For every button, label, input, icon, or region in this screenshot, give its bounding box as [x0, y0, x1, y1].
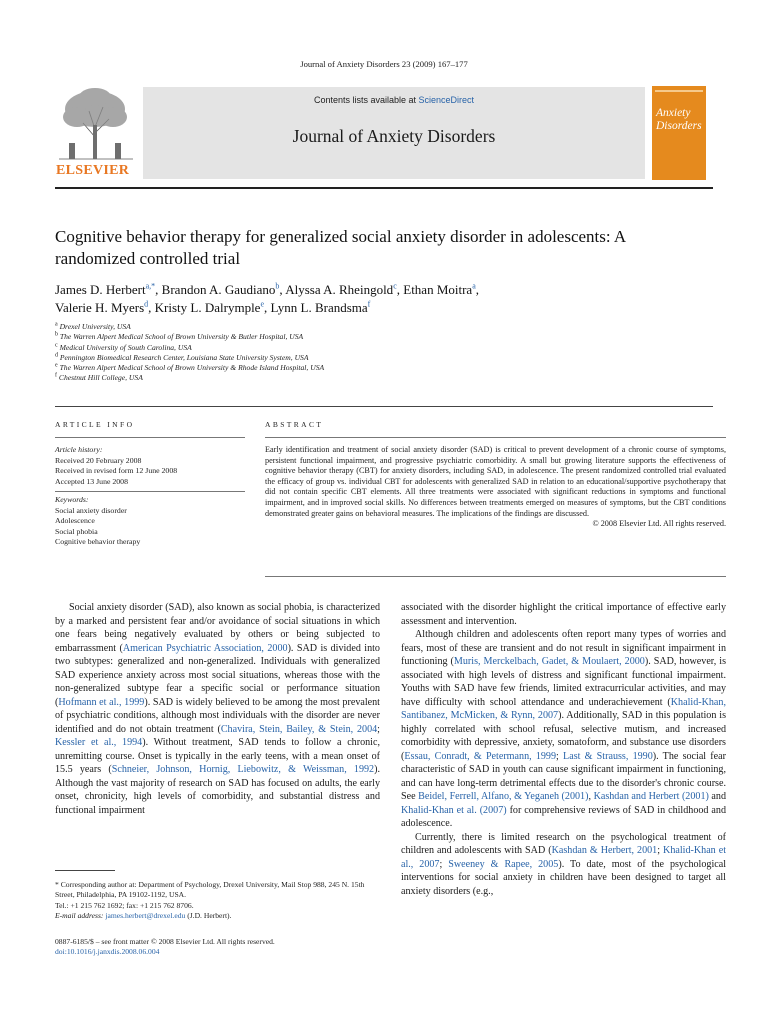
sciencedirect-link[interactable]: ScienceDirect [418, 95, 475, 105]
revised-date: Received in revised form 12 June 2008 [55, 466, 178, 475]
publication-info [55, 937, 385, 958]
body-text: Although children and adolescents often report many types of worries and fears, most of these are transient and do not result in significant impairment in functioning ( [401, 629, 726, 667]
banner-center-panel [143, 87, 645, 179]
abstract-body [265, 445, 726, 530]
cover-title-line1: Anxiety [656, 107, 691, 119]
affiliation-item: $^f$ Chestnut Hill College, USA [55, 372, 143, 383]
citation-link[interactable]: Muris, Merckelbach, Gadet, & Moulaert, 2000 [453, 656, 645, 667]
affiliation-item: $^a$ Drexel University, USA [55, 321, 131, 331]
citation-link[interactable]: Kessler et al., 1994 [55, 737, 143, 748]
author-item[interactable]: Alyssa A. Rheingold$^c$ [285, 281, 397, 297]
body-paragraph [401, 628, 726, 831]
footnote-address: * Corresponding author at: Department of Psychology, Drexel University, Mail Stop 988, 245 N. 15th Street, Philadelphia, PA 19102-1192, USA. [55, 880, 365, 900]
body-text: associated with the disorder highlight the critical importance of effective early assessment and intervention. [401, 602, 726, 627]
email-label: E-mail address: [55, 911, 106, 921]
article-info-heading: ARTICLE INFO [55, 420, 135, 429]
body-paragraph [401, 831, 726, 899]
abstract-copyright: © 2008 Elsevier Ltd. All rights reserved. [592, 519, 726, 529]
tree-icon [55, 85, 137, 161]
affiliation-list [55, 322, 655, 384]
citation-link[interactable]: Khalid-Khan et al., 2007 [401, 845, 726, 870]
cover-stripe [655, 90, 703, 92]
body-text: ). SAD is divided into two subtypes: generalized and non-generalized. Individuals with generalized SAD experience anxiety across most social situations, whereas those with the non-generalized subtype fear a specific social or performance situation ( [55, 642, 380, 708]
author-item[interactable]: James D. Herbert$^{a,*}$ [55, 281, 156, 297]
abstract-end-rule [265, 576, 726, 577]
body-text: Social anxiety disorder (SAD), also known as social phobia, is characterized by a marked and persistent fear and/or avoidance of social situations in which one fears being negatively evaluated by others or being subjected to embarrassment ( [55, 602, 380, 654]
corresponding-author-footnote [55, 880, 385, 922]
keywords-label: Keywords: [55, 495, 89, 504]
affiliation-item: $^c$ Medical University of South Carolina, USA [55, 342, 192, 352]
body-text: ; [556, 750, 564, 762]
citation-link[interactable]: Kashdan & Herbert, 2001 [551, 845, 658, 856]
doi-link[interactable]: doi:10.1016/j.janxdis.2008.06.004 [55, 947, 160, 957]
info-rule [55, 491, 245, 492]
body-text: ). Although the vast majority of research on SAD has focused on adults, the early onset, chronicity, high levels of comorbidity, and substantial distress and functional impairment [55, 764, 380, 816]
body-column-right [401, 601, 726, 898]
email-suffix: (J.D. Herbert). [185, 911, 232, 921]
article-info-panel [55, 445, 245, 548]
header-divider [55, 187, 713, 189]
footnote-rule [55, 870, 115, 871]
citation-link[interactable]: Schneier, Johnson, Hornig, Liebowitz, & Weissman, 1992 [111, 764, 375, 775]
author-item[interactable]: Brandon A. Gaudiano$^b$ [161, 281, 280, 297]
body-text: Currently, there is limited research on the psychological treatment of children and adolescents with SAD ( [401, 831, 726, 856]
article-title: Cognitive behavior therapy for generalized social anxiety disorder in adolescents: A randomized controlled trial [55, 227, 626, 268]
cover-title-line2: Disorders [656, 120, 702, 132]
affiliations-divider [55, 406, 713, 407]
citation-link[interactable]: Last & Strauss, 1990 [563, 750, 653, 762]
affiliation-item: $^e$ The Warren Alpert Medical School of Brown University & Rhode Island Hospital, USA [55, 362, 325, 373]
footnote-email-line [55, 911, 385, 921]
author-item[interactable]: Kristy L. Dalrymple$^e$ [154, 299, 265, 315]
footnote-phone: Tel.: +1 215 762 1692; fax: +1 215 762 8706. [55, 900, 194, 910]
body-text: , [588, 791, 594, 802]
author-item[interactable]: Lynn L. Brandsma$^f$ [270, 299, 371, 315]
body-column-left [55, 601, 380, 817]
received-date: Received 20 February 2008 [55, 455, 142, 465]
body-text: ; [439, 858, 449, 870]
keyword-item: Social anxiety disorder [55, 505, 127, 515]
citation-link[interactable]: Beidel, Ferrell, Alfano, & Yeganeh (2001) [418, 791, 589, 802]
body-text: ; [377, 723, 380, 735]
author-item[interactable]: Valerie H. Myers$^d$ [55, 299, 149, 315]
citation-link[interactable]: Sweeney & Rapee, 2005 [448, 858, 559, 870]
body-text: ). SAD is widely believed to be among the most prevalent of psychiatric conditions, although most individuals with the disorder are never identified and do not obtain treatment ( [55, 696, 380, 735]
issn-line: 0887-6185/$ – see front matter © 2008 Elsevier Ltd. All rights reserved. [55, 937, 275, 946]
body-paragraph [401, 601, 726, 628]
citation-link[interactable]: Khalid-Khan et al. (2007) [401, 804, 507, 816]
body-text: ; [657, 845, 664, 856]
citation-link[interactable]: Khalid-Khan, Santibanez, McMicken, & Rynn, 2007 [401, 696, 726, 721]
journal-cover-thumbnail [652, 86, 706, 180]
citation-link[interactable]: Essau, Conradt, & Petermann, 1999 [404, 750, 557, 762]
affiliation-item: $^d$ Pennington Biomedical Research Center, Louisiana State University System, USA [55, 352, 309, 362]
journal-banner [55, 85, 713, 185]
body-paragraph [55, 601, 380, 817]
author-item[interactable]: Ethan Moitra$^a$ [403, 281, 476, 297]
body-text: ). SAD, however, is associated with high levels of distress and significant functional impairment. Youths with SAD have few friends, limited extracurricular activities, and may have difficulty with school attendance and underachievement ( [401, 656, 726, 708]
body-text: and [708, 791, 726, 802]
citation-link[interactable]: Hofmann et al., 1999 [58, 696, 145, 708]
keyword-item: Adolescence [55, 516, 95, 525]
elsevier-tree-logo [55, 85, 137, 180]
journal-citation: Journal of Anxiety Disorders 23 (2009) 167–177 [300, 59, 468, 69]
body-text: ). To date, most of the psychological interventions for social anxiety in children have been designed to target all anxiety disorders (e.g., [401, 858, 727, 897]
journal-title: Journal of Anxiety Disorders [292, 126, 496, 146]
keyword-item: Cognitive behavior therapy [55, 537, 141, 546]
abstract-heading: ABSTRACT [265, 420, 324, 429]
email-link[interactable]: james.herbert@drexel.edu [105, 911, 186, 921]
abstract-rule [265, 437, 726, 438]
contents-line [143, 95, 645, 105]
citation-link[interactable]: Kashdan and Herbert (2001) [593, 791, 709, 802]
body-text: ). Additionally, SAD in this population is highly correlated with school refusal, selective mutism, and increased comorbidity with depressive, anxiety, somatoform, and substance use disorders ( [401, 710, 726, 762]
author-list: James D. Herbert$^{a,*}$, Brandon A. Gaudiano$^b$, Alyssa A. Rheingold$^c$, Ethan Moitra$^a$, Valerie H. Myers$^d$, Kristy L. Dalrymple$^e$, Lynn L. Brandsma$^f$ [55, 281, 480, 315]
contents-prefix: Contents lists available at [313, 95, 419, 105]
abstract-text: Early identification and treatment of social anxiety disorder (SAD) is critical to prevent development of a chronic course of symptoms, persistent functional impairment, and progressive psychiatric comorbidity. A small but growing literature supports the effectiveness of cognitive behavior therapy (CBT) for anxiety disorders, including SAD, in adolescence. The present randomized controlled trial evaluated the efficacy of group vs. individual CBT for adolescents with generalized SAD in relation to an educational/supportive psychotherapy that did not contain specific CBT elements. All three treatments were associated with significant reductions in symptoms and functional impairment, and in improved social skills. No differences between treatments emerged on measures of symptoms, but the CBT conditions demonstrated greater gains on behavioral measures. The implications of the findings are discussed. [265, 445, 726, 518]
affiliation-item: $^b$ The Warren Alpert Medical School of Brown University & Butler Hospital, USA [55, 331, 304, 342]
article-info-rule [55, 437, 245, 438]
elsevier-wordmark: ELSEVIER [56, 163, 130, 178]
citation-link[interactable]: American Psychiatric Association, 2000 [122, 642, 288, 654]
citation-link[interactable]: Chavira, Stein, Bailey, & Stein, 2004 [220, 723, 378, 735]
history-label: Article history: [55, 445, 103, 454]
accepted-date: Accepted 13 June 2008 [55, 476, 128, 486]
body-text: ). Without treatment, SAD tends to follow a chronic, unremitting course. Onset is typically in the early teens, with a mean onset of 15.5 years ( [55, 737, 380, 775]
body-text: for comprehensive reviews of SAD in childhood and adolescence. [401, 804, 726, 829]
body-text: ). The social fear characteristic of SAD in youth can cause significant impairment in functioning, and can have long-term detrimental effects due to the disorder's chronic course. See [401, 750, 726, 802]
keyword-item: Social phobia [55, 526, 98, 536]
